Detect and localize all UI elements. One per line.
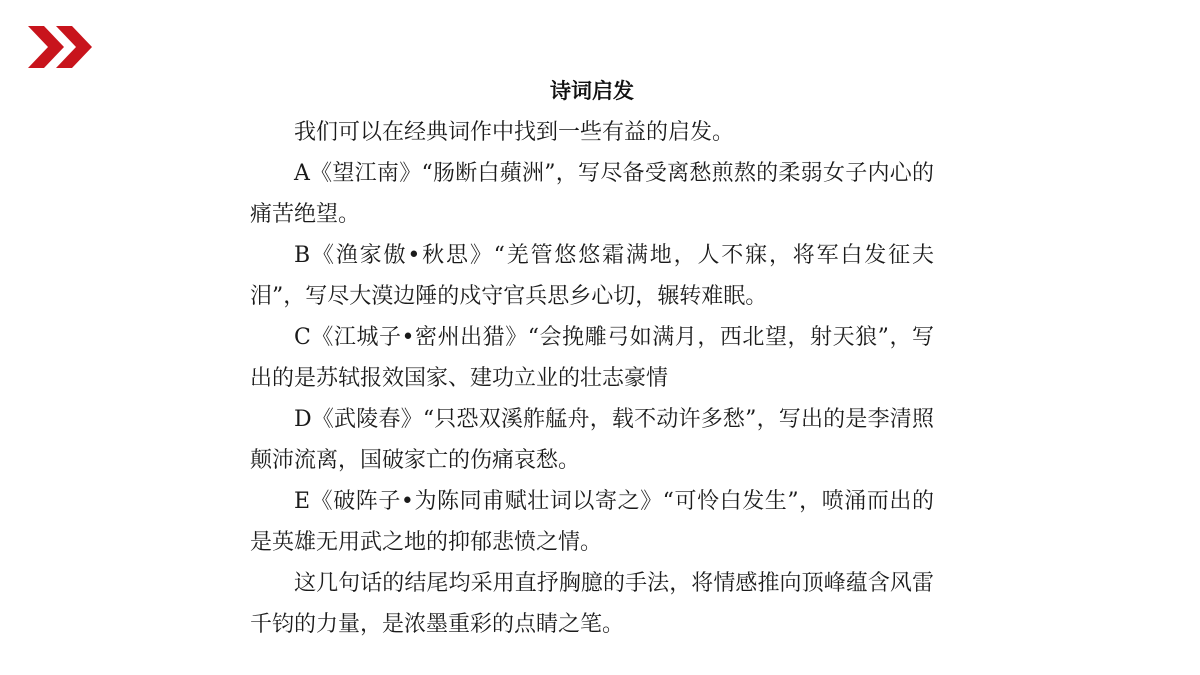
page-title: 诗词启发 (550, 79, 634, 103)
body-text (250, 112, 934, 645)
paragraph-b: B《渔家傲•秋思》“羌管悠悠霜满地，人不寐，将军白发征夫泪”，写尽大漠边陲的戍守官兵思乡心切，辗转难眠。 (250, 243, 934, 309)
intro-paragraph: 我们可以在经典词作中找到一些有益的启发。 (294, 120, 735, 145)
paragraph-a: A《望江南》“肠断白蘋洲”，写尽备受离愁煎熬的柔弱女子内心的痛苦绝望。 (250, 161, 934, 227)
paragraph-c: C《江城子•密州出猎》“会挽雕弓如满月，西北望，射天狼”，写出的是苏轼报效国家、建功立业的壮志豪情 (250, 325, 934, 391)
paragraph-d: D《武陵春》“只恐双溪舴艋舟，载不动许多愁”，写出的是李清照颠沛流离，国破家亡的伤痛哀愁。 (250, 407, 934, 473)
conclusion-paragraph: 这几句话的结尾均采用直抒胸臆的手法，将情感推向顶峰蕴含风雷千钧的力量，是浓墨重彩的点睛之笔。 (250, 571, 934, 637)
double-chevron-right-icon (28, 26, 96, 68)
paragraph-e: E《破阵子•为陈同甫赋壮词以寄之》“可怜白发生”，喷涌而出的是英雄无用武之地的抑郁悲愤之情。 (250, 489, 934, 555)
